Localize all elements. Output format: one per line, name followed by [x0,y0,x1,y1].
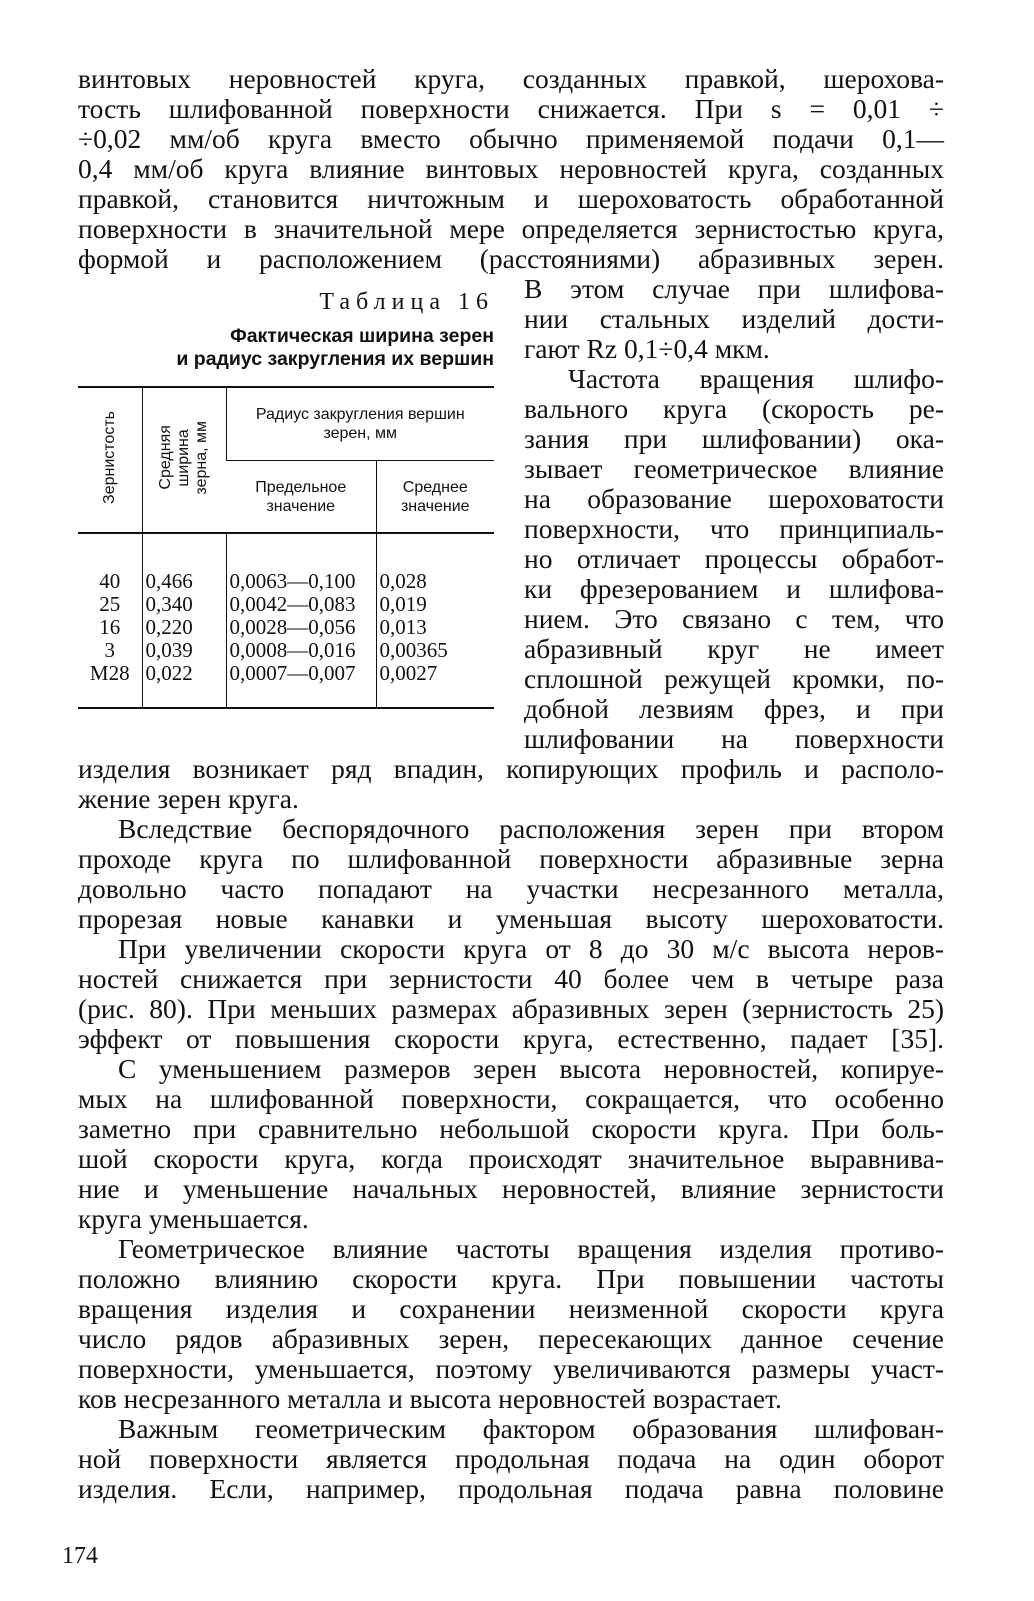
text-line: винтовых неровностей круга, созданных правкой, шерохова- [78,63,944,94]
text-line: положно влиянию скорости круга. При повышении частоты [78,1263,944,1294]
text-line: зывает геометрическое влияние [524,453,944,484]
text-line: довольно часто попадают на участки несрезанного металла, [78,873,944,904]
text-line: ÷0,02 мм/об круга вместо обычно применяемой подачи 0,1— [78,123,944,154]
text-line: на образование шероховатости [524,483,944,514]
text-line: изделия. Если, например, продольная подача равна половине [78,1473,944,1504]
text-line: абразивный круг не имеет [524,633,944,664]
text-line: Важным геометрическим фактором образования шлифован- [118,1413,944,1444]
text-line: При увеличении скорости круга от 8 до 30 м/с высота неров- [118,933,944,964]
table-row: 16 0,220 0,0028—0,056 0,013 [78,616,494,639]
text-line: поверхности, что принципиаль- [524,513,944,544]
text-line: нием. Это связано с тем, что [524,603,944,634]
page-number: 174 [62,1543,98,1569]
text-line: ки фрезерованием и шлифова- [524,573,944,604]
text-line: ние и уменьшение начальных неровностей, влияние зернистости [78,1173,944,1204]
text-line: шой скорости круга, когда происходят значительное выравнива- [78,1143,944,1174]
text-line: В этом случае при шлифова- [524,273,944,304]
text-line: число рядов абразивных зерен, пересекающих данное сечение [78,1323,944,1354]
text-line: вращения изделия и сохранении неизменной скорости круга [78,1293,944,1324]
text-line: ной поверхности является продольная подача на один оборот [78,1443,944,1474]
text-line: вального круга (скорость ре- [524,393,944,424]
text-line: правкой, становится ничтожным и шероховатость обработанной [78,183,944,214]
header-grain: Зернистость [78,387,142,533]
text-line: круга уменьшается. [78,1203,309,1234]
table-row: М28 0,022 0,0007—0,007 0,0027 [78,662,494,685]
text-line: проходе круга по шлифованной поверхности абразивные зерна [78,843,944,874]
table-row: 25 0,340 0,0042—0,083 0,019 [78,593,494,616]
header-width: Средняя ширина зерна, мм [142,387,226,533]
text-line: нии стальных изделий дости- [524,303,944,334]
text-line: мых на шлифованной поверхности, сокращается, что особенно [78,1083,944,1114]
text-line: заметно при сравнительно небольшой скорости круга. При боль- [78,1113,944,1144]
text-line: ностей снижается при зернистости 40 более чем в четыре раза [78,963,944,994]
text-line: Геометрическое влияние частоты вращения изделия противо- [118,1233,944,1264]
text-line: зания при шлифовании) ока- [524,423,944,454]
table-title: Фактическая ширина зерен [230,325,494,347]
text-line: эффект от повышения скорости круга, естественно, падает [35]. [78,1023,944,1054]
header-limit: Предельное значение [226,461,376,534]
table-row: 40 0,466 0,0063—0,100 0,028 [78,570,494,593]
header-radius: Радиус закругления вершин зерен, мм [226,387,494,461]
text-line: шлифовании на поверхности [524,723,944,754]
text-line: прорезая новые канавки и уменьшая высоту шероховатости. [78,903,944,934]
table-caption: Таблица 16 [319,289,494,315]
text-line: ков несрезанного металла и высота неровностей возрастает. [78,1383,782,1414]
text-line: формой и расположением (расстояниями) абразивных зерен. [78,243,944,274]
text-line: жение зерен круга. [78,783,299,814]
text-line: изделия возникает ряд впадин, копирующих профиль и располо- [78,753,944,784]
text-line: но отличает процессы обработ- [524,543,944,574]
text-line: добной лезвиям фрез, и при [524,693,944,724]
text-line: Вследствие беспорядочного расположения зерен при втором [118,813,944,844]
text-line: тость шлифованной поверхности снижается. При s = 0,01 ÷ [78,93,944,124]
grain-table [78,386,494,709]
text-line: С уменьшением размеров зерен высота неровностей, копируе- [118,1053,944,1084]
text-line: поверхности, уменьшается, поэтому увеличиваются размеры участ- [78,1353,944,1384]
text-line: поверхности в значительной мере определяется зернистостью круга, [78,213,944,244]
table-title: и радиус закругления их вершин [176,348,494,370]
table-row: 3 0,039 0,0008—0,016 0,00365 [78,639,494,662]
text-line: гают Rz 0,1÷0,4 мкм. [524,333,770,364]
text-line: Частота вращения шлифо- [568,363,944,394]
text-line: (рис. 80). При меньших размерах абразивных зерен (зернистость 25) [78,993,944,1024]
text-line: 0,4 мм/об круга влияние винтовых неровностей круга, созданных [78,153,944,184]
header-mean: Среднее значение [376,461,494,534]
text-line: сплошной режущей кромки, по- [524,663,944,694]
